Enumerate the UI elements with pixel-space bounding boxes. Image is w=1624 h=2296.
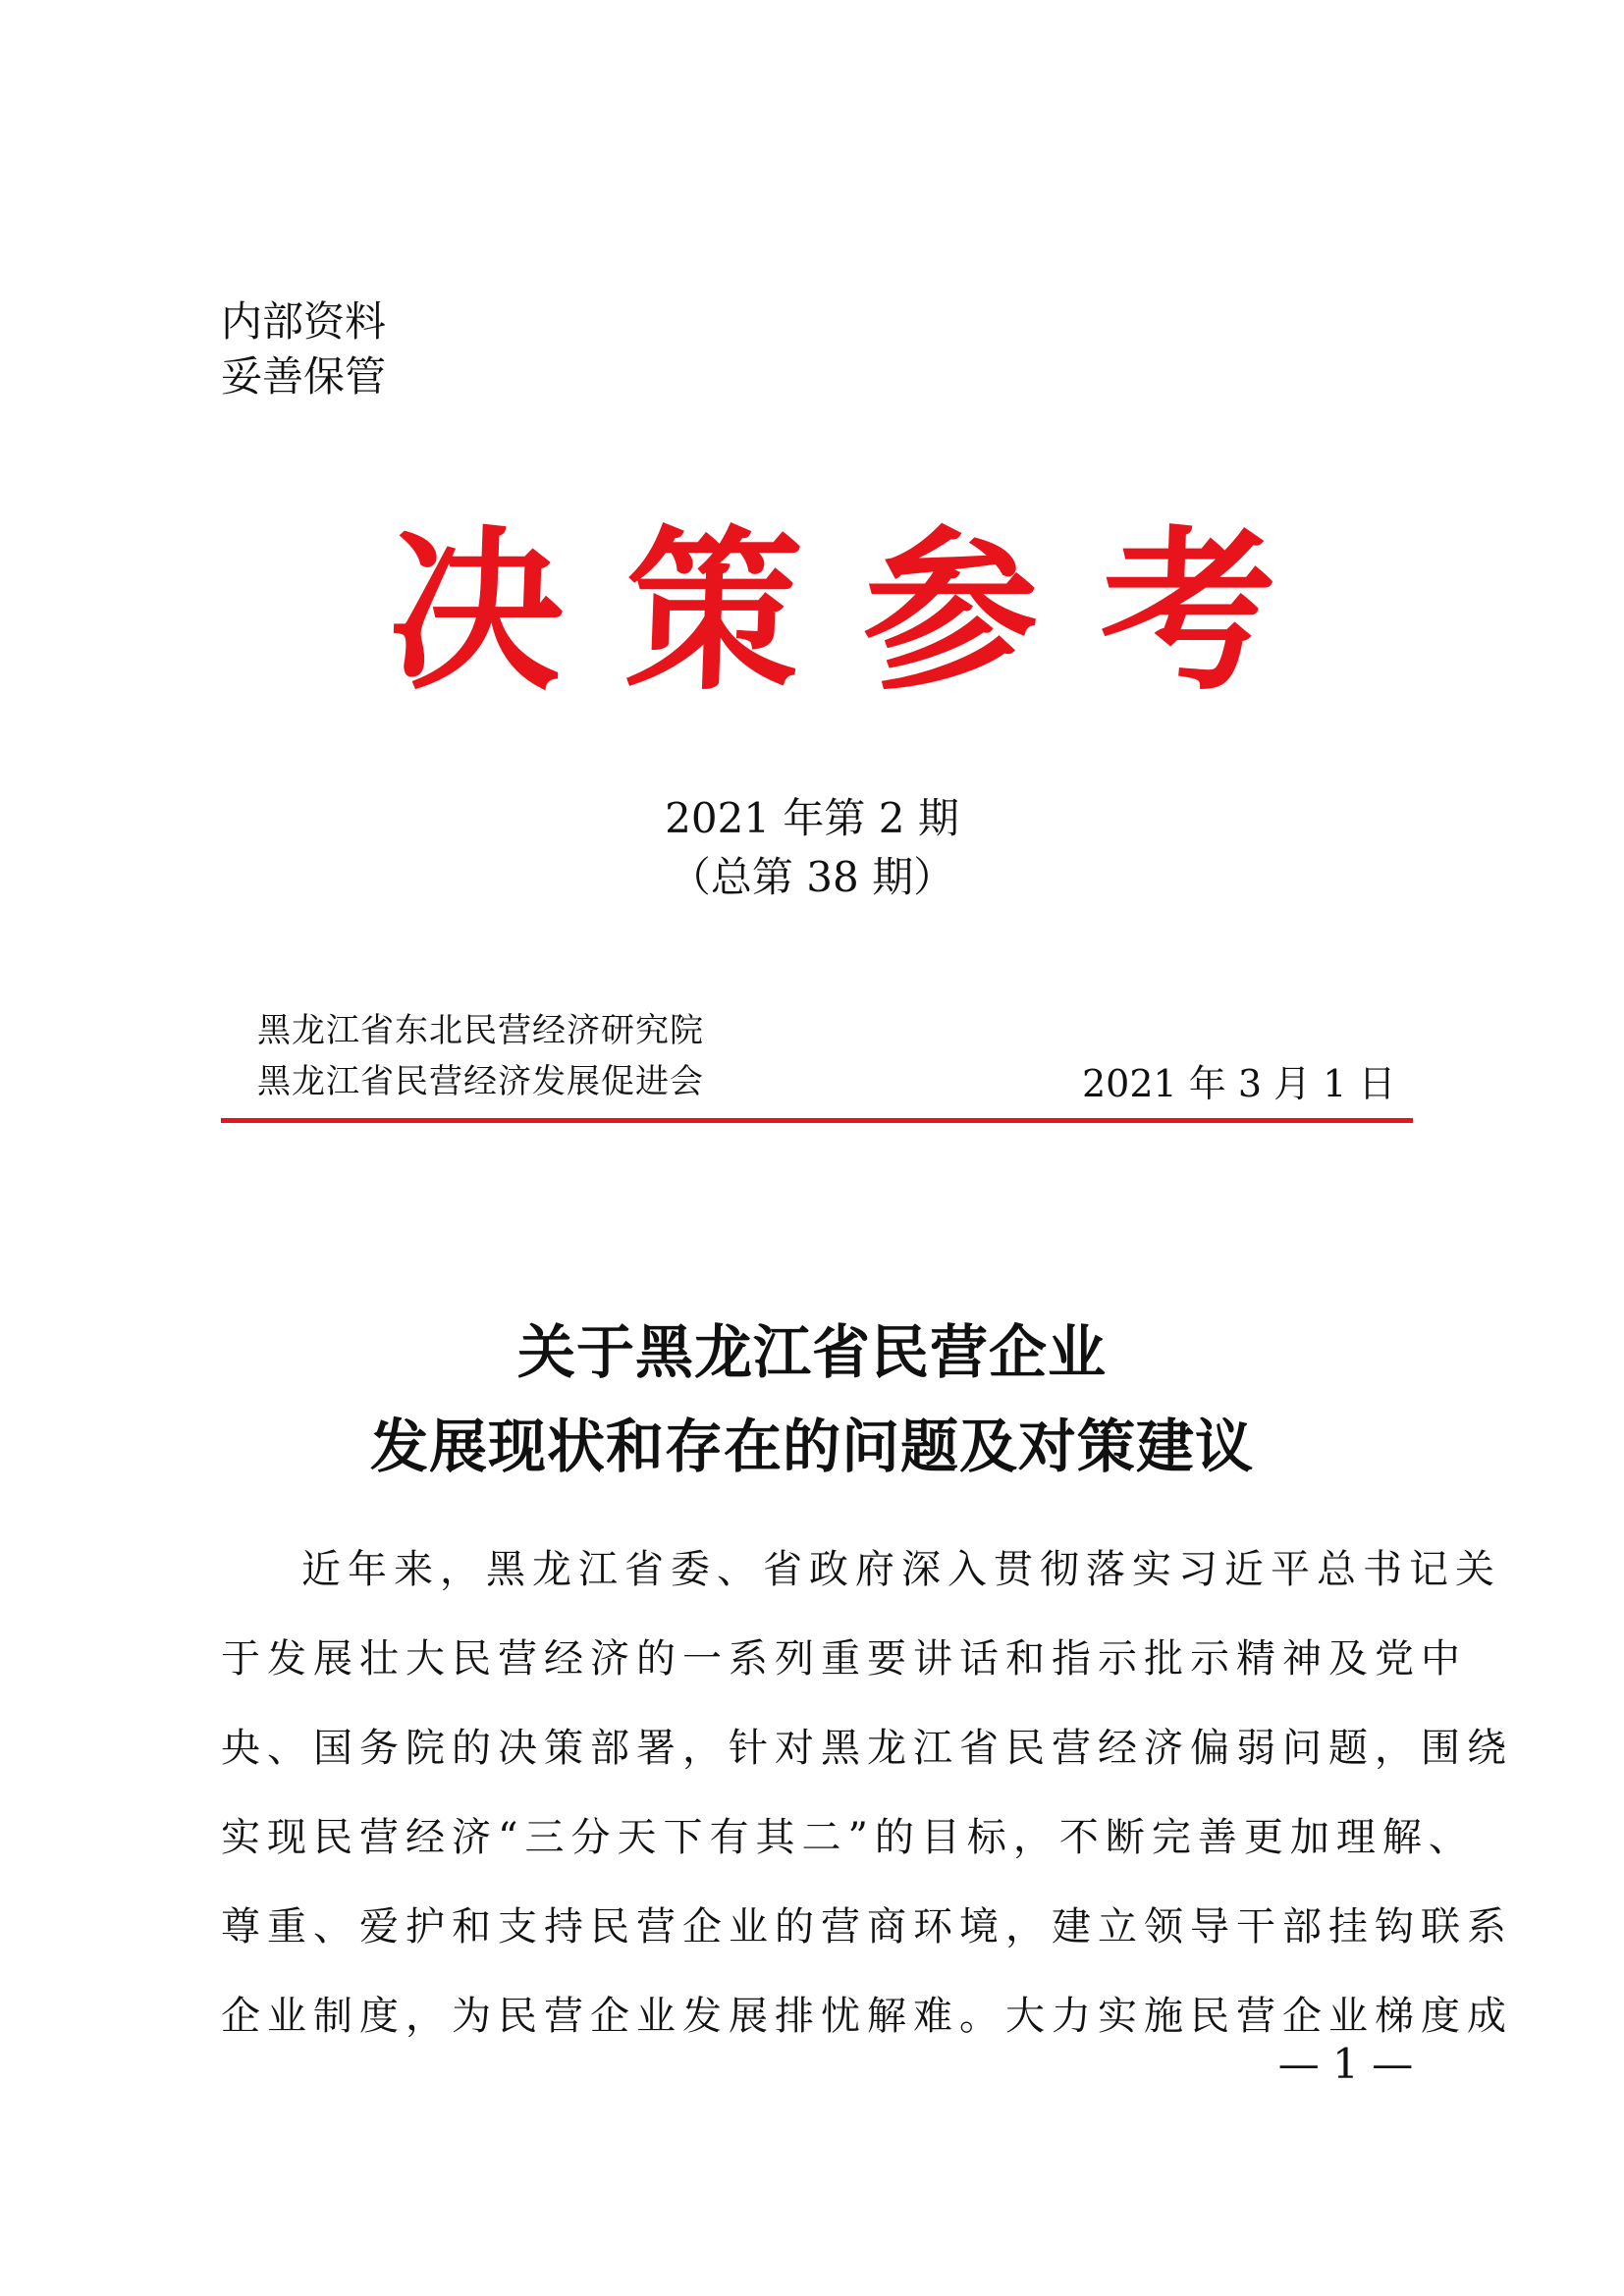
red-divider-line xyxy=(221,1118,1413,1123)
body-line-3: 央、国务院的决策部署，针对黑龙江省民营经济偏弱问题，围绕 xyxy=(221,1726,1513,1771)
keep-safe-label: 妥善保管 xyxy=(221,352,387,400)
body-line-6: 企业制度，为民营企业发展排忧解难。大力实施民营企业梯度成 xyxy=(221,1994,1513,2039)
publication-date: 2021 年 3 月 1 日 xyxy=(1082,1062,1396,1105)
page-number: — 1 — xyxy=(1277,2040,1414,2088)
body-line-4: 实现民营经济“三分天下有其二”的目标，不断完善更加理解、 xyxy=(221,1815,1475,1860)
organization-promotion-association: 黑龙江省民营经济发展促进会 xyxy=(257,1062,704,1101)
masthead-char-2: 策 xyxy=(623,507,805,714)
internal-material-label: 内部资料 xyxy=(221,297,387,346)
total-issue-number: （总第 38 期） xyxy=(669,853,955,901)
body-paragraph xyxy=(221,1525,1513,2061)
publishing-organizations xyxy=(257,1005,704,1107)
masthead-char-1: 决 xyxy=(385,507,568,714)
classification-note xyxy=(221,294,386,404)
title-line-2: 发展现状和存在的问题及对策建议 xyxy=(369,1412,1254,1480)
body-line-2: 于发展壮大民营经济的一系列重要讲话和指示批示精神及党中 xyxy=(221,1636,1467,1682)
organization-research-institute: 黑龙江省东北民营经济研究院 xyxy=(257,1011,704,1050)
issue-number: 2021 年第 2 期 xyxy=(665,794,959,842)
masthead-title xyxy=(369,501,1295,721)
body-line-5: 尊重、爱护和支持民营企业的营商环境，建立领导干部挂钩联系 xyxy=(221,1904,1513,1949)
masthead-char-4: 考 xyxy=(1097,507,1279,714)
masthead-char-3: 参 xyxy=(859,507,1042,714)
title-line-1: 关于黑龙江省民营企业 xyxy=(516,1317,1107,1386)
body-line-1: 近年来，黑龙江省委、省政府深入贯彻落实习近平总书记关 xyxy=(301,1547,1501,1592)
document-title xyxy=(0,1306,1624,1494)
